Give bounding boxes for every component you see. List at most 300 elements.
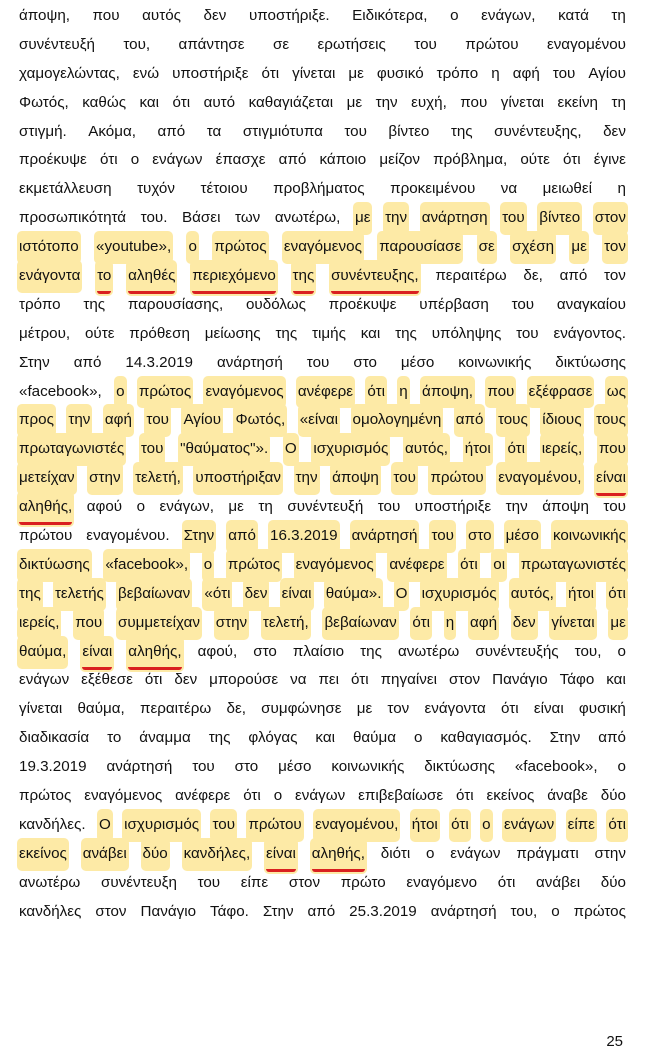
- word: Πανάγιο: [492, 671, 548, 689]
- word: και: [315, 729, 335, 747]
- word: πράγματι: [516, 844, 579, 862]
- word: Στην: [19, 353, 50, 371]
- word: ο: [426, 844, 435, 862]
- highlighted-word: εκείνος: [19, 840, 67, 869]
- word: ο: [136, 498, 146, 516]
- word: δύο: [600, 873, 626, 891]
- word: προέκυψε: [328, 295, 397, 313]
- word: και: [360, 324, 381, 342]
- word: ενώ: [132, 64, 160, 82]
- highlighted-word: ισχυρισμός: [313, 435, 388, 464]
- word: επιβεβαίωσε: [358, 787, 444, 805]
- word: του: [603, 498, 626, 516]
- word: καθαγιασμός.: [440, 729, 532, 747]
- word: συνέντευξής: [475, 642, 559, 660]
- word: την: [505, 498, 528, 516]
- highlighted-word: στον: [595, 204, 626, 233]
- word: είπε: [240, 873, 269, 891]
- word: συμφώνησε: [261, 700, 342, 718]
- word: να: [290, 671, 307, 689]
- word: πρώτος: [19, 787, 72, 805]
- word: εναγομένου.: [86, 527, 170, 545]
- word: συνέντευξή: [19, 35, 95, 53]
- text-line: [19, 666, 626, 695]
- highlighted-word: την: [296, 464, 318, 493]
- highlighted-word: βίντεο: [539, 204, 580, 233]
- highlighted-word: «youtube»,: [96, 233, 171, 262]
- text-line: [19, 349, 626, 378]
- word: στο: [253, 642, 277, 660]
- highlighted-word: από: [228, 522, 256, 551]
- word: ότι: [261, 64, 280, 82]
- word: σε: [272, 35, 290, 53]
- word: κοινωνικής: [458, 353, 532, 371]
- word: τυχόν: [137, 180, 175, 198]
- word: εκείνη: [557, 93, 599, 111]
- word: ενάγων: [152, 151, 203, 169]
- word: που: [92, 7, 120, 24]
- highlighted-word: ότι: [412, 609, 430, 638]
- highlighted-word: εναγομένου,: [498, 464, 581, 493]
- word: 25.3.2019: [349, 902, 417, 920]
- highlighted-word: την: [385, 204, 407, 233]
- word: του,: [574, 642, 602, 660]
- highlighted-word: άποψη,: [422, 378, 473, 407]
- highlighted-word: βεβαίωναν: [324, 609, 396, 638]
- word: χαμογελώντας,: [19, 64, 120, 82]
- word: ο: [450, 7, 459, 24]
- word: καθώς: [82, 93, 127, 111]
- word: ανάρτησή: [216, 353, 283, 371]
- word: ενάγων: [19, 671, 70, 689]
- highlighted-word: βεβαίωναν: [118, 580, 190, 609]
- highlighted-word: στην: [216, 609, 247, 638]
- word: ενάγων: [295, 787, 346, 805]
- word: Τάφο: [559, 671, 595, 689]
- word: πηγαίνει: [380, 671, 437, 689]
- word: ο: [413, 729, 423, 747]
- highlighted-word: δικτύωσης: [19, 551, 90, 580]
- word: ο: [273, 787, 283, 805]
- word: διότι: [380, 844, 411, 862]
- word: ερωτήσεις: [317, 35, 386, 53]
- text-line: [19, 89, 626, 118]
- word: «facebook»,: [19, 382, 102, 400]
- word: αυτός: [142, 7, 181, 24]
- highlighted-word: ο: [204, 551, 212, 580]
- word: υποστήριξε: [172, 64, 249, 82]
- highlighted-word: του: [502, 204, 525, 233]
- highlighted-word: «facebook»,: [105, 551, 188, 580]
- text-line: [19, 262, 626, 291]
- word: φυσικό: [376, 64, 424, 82]
- highlighted-word: ο: [482, 811, 490, 840]
- word: δικτύωσης: [555, 353, 626, 371]
- word: ότι: [497, 873, 516, 891]
- word: πρώτου: [465, 35, 519, 53]
- word: εναγομένου: [546, 35, 626, 53]
- word: στο: [353, 353, 377, 371]
- word: κάποιο: [319, 151, 367, 169]
- word: θαύμα,: [77, 700, 125, 718]
- word: περαιτέρω: [139, 700, 212, 718]
- word: με: [346, 93, 363, 111]
- word: εκείνος: [486, 787, 535, 805]
- word: το: [107, 729, 122, 747]
- highlighted-word: αυτός,: [511, 580, 554, 609]
- word: των: [235, 209, 261, 227]
- word: ούτε: [84, 324, 115, 342]
- text-line: [19, 204, 626, 233]
- highlighted-word: πρώτος: [139, 378, 191, 407]
- highlighted-word: τους: [498, 406, 528, 435]
- underlined-word: αληθής,: [128, 638, 181, 670]
- word: προβλήματος: [273, 180, 365, 198]
- word: από: [598, 729, 626, 747]
- word: ενάγοντα: [424, 700, 486, 718]
- highlighted-word: πρώτος: [228, 551, 280, 580]
- highlighted-word: που: [487, 378, 514, 407]
- word: ο: [617, 758, 626, 776]
- word: ενάγοντος.: [553, 324, 626, 342]
- text-line: [19, 811, 626, 840]
- highlighted-word: ως: [607, 378, 626, 407]
- word: μπορούσε: [209, 671, 279, 689]
- highlighted-word: «είναι: [300, 406, 338, 435]
- word: άναμμα: [139, 729, 191, 747]
- text-line: [19, 464, 626, 493]
- word: Στην: [549, 729, 581, 747]
- word: ότι: [351, 671, 369, 689]
- highlighted-word: ενάγων: [504, 811, 554, 840]
- word: Ακόμα,: [88, 122, 137, 140]
- highlighted-word: ότι: [608, 580, 626, 609]
- word: δεν: [174, 671, 198, 689]
- text-line: [19, 2, 626, 31]
- word: στον: [448, 671, 481, 689]
- word: υπόληψης: [431, 324, 502, 342]
- word: μέσο: [278, 758, 312, 776]
- underlined-word: συνέντευξης,: [331, 262, 419, 294]
- word: στο: [234, 758, 259, 776]
- word: 14.3.2019: [125, 353, 193, 371]
- highlighted-word: ήτοι: [412, 811, 438, 840]
- highlighted-word: ότι: [608, 811, 626, 840]
- highlighted-word: της: [19, 580, 41, 609]
- underlined-word: περιεχόμενο: [192, 262, 276, 294]
- word: είναι: [533, 700, 564, 718]
- page-number: 25: [606, 1033, 623, 1050]
- word: ανάρτησή: [430, 902, 497, 920]
- underlined-word: της: [293, 262, 315, 294]
- highlighted-word: "θαύματος"».: [180, 435, 268, 464]
- highlighted-word: Στην: [184, 522, 215, 551]
- word: συνέντευξη: [100, 873, 177, 891]
- word: που: [460, 93, 488, 111]
- highlighted-word: κοινωνικής: [553, 522, 626, 551]
- word: και: [139, 93, 160, 111]
- word: αφή: [512, 64, 540, 82]
- text-line: [19, 869, 626, 898]
- word: τα: [206, 122, 222, 140]
- highlighted-word: πρώτου: [248, 811, 301, 840]
- text-line: [19, 291, 626, 320]
- highlighted-word: ίδιους: [542, 406, 581, 435]
- text-line: [19, 406, 626, 435]
- highlighted-word: από: [456, 406, 484, 435]
- word: δε,: [523, 267, 543, 285]
- word: ουδόλως: [245, 295, 306, 313]
- word: δε,: [226, 700, 246, 718]
- text-line: [19, 580, 626, 609]
- underlined-word: το: [97, 262, 111, 294]
- highlighted-word: Ο: [99, 811, 111, 840]
- highlighted-word: ο: [116, 378, 124, 407]
- highlighted-word: του: [141, 435, 164, 464]
- word: του: [414, 35, 437, 53]
- highlighted-word: άποψη: [332, 464, 379, 493]
- highlighted-word: ότι: [367, 378, 385, 407]
- highlighted-word: ανάρτησή: [352, 522, 418, 551]
- underlined-word: είναι: [82, 638, 112, 670]
- word: γίνεται: [19, 700, 63, 718]
- word: αυτό: [203, 93, 236, 111]
- word: του: [377, 498, 401, 516]
- highlighted-word: πρώτος: [214, 233, 266, 262]
- text-line: [19, 435, 626, 464]
- word: του: [306, 353, 330, 371]
- word: Φωτός,: [19, 93, 69, 111]
- word: κανδήλες: [19, 902, 82, 920]
- word: 19.3.2019: [19, 758, 87, 776]
- word: του: [516, 324, 539, 342]
- highlighted-word: η: [446, 609, 454, 638]
- word: αφού: [86, 498, 123, 516]
- word: πρώτου: [19, 527, 73, 545]
- word: αφού,: [197, 642, 238, 660]
- word: υποστήριξε: [414, 498, 492, 516]
- word: του: [552, 64, 576, 82]
- highlighted-word: ισχυρισμός: [124, 811, 199, 840]
- highlighted-word: με: [571, 233, 587, 262]
- highlighted-word: ότι: [451, 811, 469, 840]
- word: ότι: [456, 787, 474, 805]
- highlighted-word: συμμετείχαν: [118, 609, 200, 638]
- highlighted-word: εναγόμενος: [296, 551, 374, 580]
- word: την: [375, 93, 398, 111]
- word: δικτύωσης: [424, 758, 495, 776]
- word: του: [192, 758, 215, 776]
- underlined-word: αληθής,: [312, 840, 365, 872]
- highlighted-word: ήτοι: [568, 580, 594, 609]
- text-line: [19, 146, 626, 175]
- highlighted-word: τον: [604, 233, 626, 262]
- word: τέτοιου: [200, 180, 248, 198]
- word: Πανάγιο: [140, 902, 197, 920]
- word: συνέντευξή: [287, 498, 364, 516]
- word: φυσική: [578, 700, 626, 718]
- highlighted-word: πρώτου: [430, 464, 483, 493]
- word: ότι: [501, 700, 519, 718]
- highlighted-word: στο: [468, 522, 492, 551]
- word: στον: [95, 902, 127, 920]
- highlighted-word: «ότι: [204, 580, 230, 609]
- word: Ειδικότερα,: [352, 7, 428, 24]
- highlighted-word: τους: [596, 406, 626, 435]
- word: στιγμή.: [19, 122, 67, 140]
- word: η: [617, 180, 626, 198]
- word: άποψη,: [19, 7, 70, 24]
- highlighted-word: υποστήριξαν: [195, 464, 281, 493]
- word: με: [348, 64, 364, 82]
- highlighted-word: στην: [89, 464, 120, 493]
- word: δεν: [203, 7, 227, 24]
- word: γίνεται: [500, 93, 544, 111]
- word: παρουσίασης,: [127, 295, 224, 313]
- highlighted-word: σε: [479, 233, 495, 262]
- highlighted-word: πρωταγωνιστές: [521, 551, 626, 580]
- text-line: [19, 638, 626, 667]
- highlighted-word: ανέφερε: [389, 551, 444, 580]
- text-line: [19, 753, 626, 782]
- text-line: [19, 551, 626, 580]
- text-line: [19, 31, 626, 60]
- word: έπασχε: [215, 151, 266, 169]
- highlighted-word: ιερείς,: [19, 609, 59, 638]
- word: εναγόμενο: [406, 873, 478, 891]
- text-line: [19, 60, 626, 89]
- text-line: [19, 493, 626, 522]
- word: υπέρβαση: [419, 295, 489, 313]
- highlighted-word: κανδήλες,: [184, 840, 251, 869]
- highlighted-word: ενάγοντα: [19, 262, 80, 291]
- word: από: [73, 353, 102, 371]
- word: ανάβει: [536, 873, 581, 891]
- highlighted-word: τελετή,: [135, 464, 181, 493]
- highlighted-word: τελετή,: [263, 609, 309, 638]
- word: στον: [288, 873, 321, 891]
- word: του: [197, 873, 221, 891]
- word: τον: [604, 267, 626, 285]
- word: κανδήλες.: [19, 815, 86, 833]
- highlighted-word: ομολογημένη: [353, 406, 442, 435]
- highlighted-word: εξέφρασε: [529, 378, 593, 407]
- word: διαδικασία: [19, 729, 90, 747]
- word: του,: [123, 35, 151, 53]
- word: «facebook»,: [514, 758, 598, 776]
- word: μείζον: [379, 151, 420, 169]
- word: περαιτέρω: [435, 267, 507, 285]
- highlighted-word: αφή: [470, 609, 497, 638]
- highlighted-word: εναγόμενος: [284, 233, 362, 262]
- word: και: [606, 671, 626, 689]
- word: ανωτέρω: [397, 642, 460, 660]
- highlighted-word: Ο: [285, 435, 297, 464]
- word: πρώτος: [573, 902, 626, 920]
- word: προκειμένου: [390, 180, 476, 198]
- highlighted-word: ιερείς,: [542, 435, 582, 464]
- word: μείωσης: [204, 324, 261, 342]
- highlighted-word: ότι: [507, 435, 525, 464]
- highlighted-word: 16.3.2019: [270, 522, 338, 551]
- word: ευχή,: [411, 93, 447, 111]
- highlighted-word: προς: [19, 406, 54, 435]
- word: δεν: [603, 122, 626, 140]
- text-line: [19, 782, 626, 811]
- highlighted-word: ανέφερε: [298, 378, 353, 407]
- highlighted-word: γίνεται: [551, 609, 594, 638]
- text-line: [19, 898, 626, 927]
- highlighted-word: Ο: [396, 580, 408, 609]
- word: κοινωνικής: [331, 758, 405, 776]
- word: αναγκαίου: [556, 295, 626, 313]
- word: της: [208, 729, 231, 747]
- word: προέκυψε: [19, 151, 87, 169]
- highlighted-word: θαύμα».: [326, 580, 382, 609]
- word: φλόγας: [248, 729, 298, 747]
- word: στιγμιότυπα: [242, 122, 323, 140]
- text-line: [19, 609, 626, 638]
- highlighted-word: η: [399, 378, 407, 407]
- highlighted-word: του: [393, 464, 416, 493]
- word: ανωτέρω,: [274, 209, 341, 227]
- underlined-word: αληθές: [128, 262, 175, 294]
- highlighted-word: του: [146, 406, 169, 435]
- highlighted-word: την: [68, 406, 90, 435]
- highlighted-word: ιστότοπο: [19, 233, 79, 262]
- word: ο: [551, 902, 560, 920]
- text-line: [19, 724, 626, 753]
- text-line: [19, 118, 626, 147]
- word: δύο: [600, 787, 626, 805]
- word: κατά: [558, 7, 589, 24]
- word: εναγόμενος: [84, 787, 163, 805]
- word: τρόπο: [19, 295, 61, 313]
- word: πρόθεση: [129, 324, 190, 342]
- text-line: [19, 695, 626, 724]
- word: της: [450, 122, 473, 140]
- highlighted-word: με: [610, 609, 626, 638]
- highlighted-word: τελετής: [55, 580, 104, 609]
- word: συνέντευξης,: [494, 122, 582, 140]
- word: πρόβλημα,: [433, 151, 508, 169]
- word: πρώτο: [340, 873, 386, 891]
- word: πλαίσιο: [292, 642, 345, 660]
- highlighted-word: αφή: [105, 406, 132, 435]
- word: μέτρου,: [19, 324, 71, 342]
- word: ότι: [243, 787, 261, 805]
- highlighted-word: ήτοι: [465, 435, 491, 464]
- highlighted-word: παρουσίασε: [379, 233, 461, 262]
- highlighted-word: του: [212, 811, 235, 840]
- word: από: [559, 267, 588, 285]
- highlighted-word: οι: [493, 551, 505, 580]
- text-line: [19, 175, 626, 204]
- word: Τάφο.: [209, 902, 249, 920]
- text-line: [19, 233, 626, 262]
- highlighted-word: είναι: [282, 580, 312, 609]
- word: βίντεο: [388, 122, 430, 140]
- word: ότι: [172, 93, 191, 111]
- word: τη: [258, 498, 273, 516]
- underlined-word: είναι: [266, 840, 296, 872]
- word: του.: [140, 209, 168, 227]
- text-line: [19, 840, 626, 869]
- word: της: [395, 324, 417, 342]
- word: από: [307, 902, 336, 920]
- word: στην: [594, 844, 626, 862]
- word: από: [278, 151, 307, 169]
